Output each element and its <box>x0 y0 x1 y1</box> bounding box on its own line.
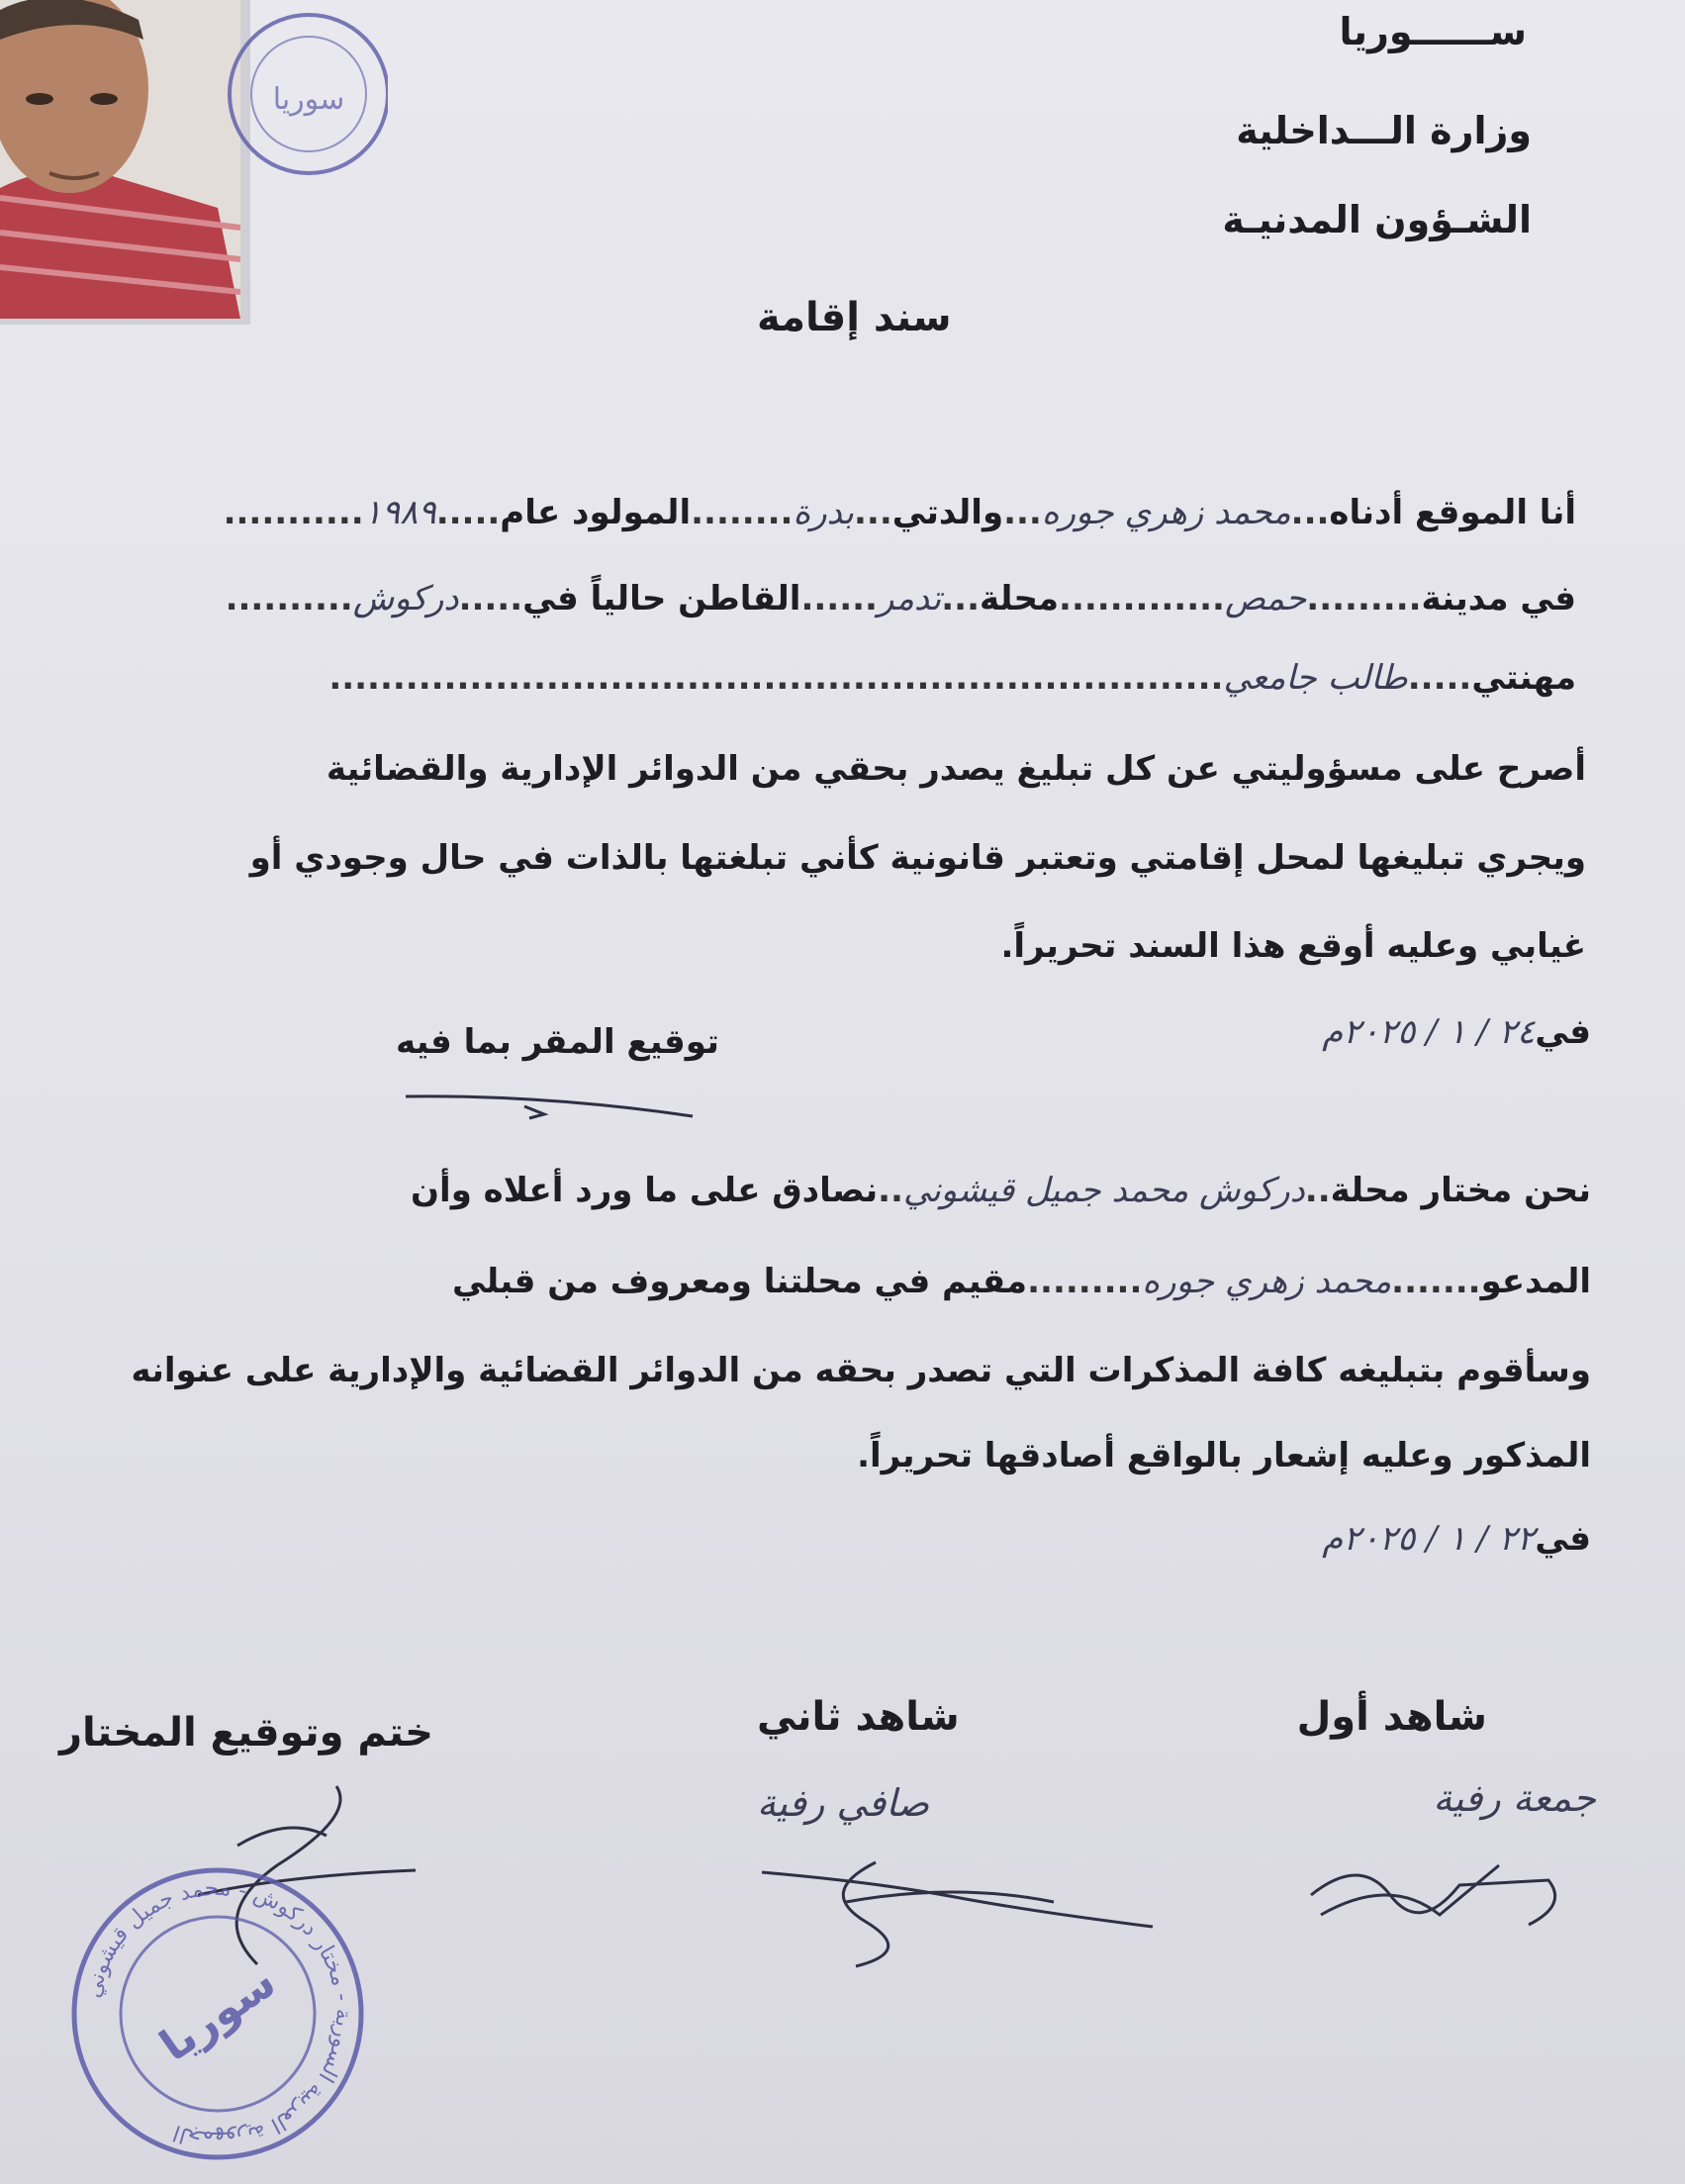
profession-label: مهنتي <box>1471 658 1576 698</box>
declaration-date-prefix: في <box>1535 1012 1591 1052</box>
profession-value: طالب جامعي <box>1223 658 1408 698</box>
declaration-date <box>1322 1012 1591 1052</box>
header-country: ســــــوريا <box>1339 10 1527 53</box>
mukhtar-date-prefix: في <box>1535 1519 1591 1559</box>
photo-stamp-text: سوريا <box>272 82 345 117</box>
city-label: في مدينة <box>1421 579 1576 618</box>
declaration-line1: أنا الموقع أدناه...محمد زهري جوره...والدتي...بدرة........المولود عام.....١٩٨٩........... <box>223 493 1576 532</box>
mukhtar-line3: وسأقوم بتبليغه كافة المذكرات التي تصدر بحقه من الدوائر القضائية والإدارية على عنوانه <box>131 1351 1591 1390</box>
mukhtar-person-name: محمد زهري جوره <box>1142 1262 1392 1301</box>
witness1-signature <box>1301 1836 1588 1945</box>
city-value: حمص <box>1224 579 1307 618</box>
declaration-paragraph-line2: ويجري تبليغها لمحل إقامتي وتعتبر قانونية كأني تبلغتها بالذات في حال وجودي أو <box>249 838 1586 878</box>
birth-year: ١٩٨٩ <box>363 493 436 532</box>
stamp-outer-text: الجمهورية العربية السورية - مختار دركوش - محمد جميل قيشوني <box>80 1875 356 2152</box>
mother-name: بدرة <box>793 493 854 532</box>
witness1-name: جمعة رفية <box>1433 1776 1596 1820</box>
document-title: سند إقامة <box>757 295 952 340</box>
header-department: الشـؤون المدنيـة <box>1222 198 1532 241</box>
residing-value: دركوش <box>352 579 459 618</box>
declaration-prefix: أنا الموقع أدناه <box>1329 493 1576 532</box>
witness2-name: صافي رفية <box>757 1781 930 1825</box>
photo-stamp <box>210 0 388 198</box>
declaration-line3: مهنتي.....طالب جامعي...................................................................... <box>328 658 1576 698</box>
mukhtar-line1-suffix: نصادق على ما ورد أعلاه وأن <box>411 1171 879 1210</box>
mukhtar-line1-prefix: نحن مختار محلة <box>1330 1171 1591 1210</box>
signer-label: توقيع المقر بما فيه <box>396 1022 719 1062</box>
witness2-signature <box>757 1843 1163 1971</box>
mother-label: والدتي <box>891 493 1004 532</box>
witness1-label: شاهد أول <box>1296 1694 1487 1740</box>
declarant-name: محمد زهري جوره <box>1041 493 1291 532</box>
district-value: تدمر <box>877 579 942 618</box>
declarant-signature <box>396 1077 712 1136</box>
residing-label: القاطن حالياً في <box>522 579 801 618</box>
mukhtar-date <box>1322 1519 1591 1559</box>
declaration-paragraph-line1: أصرح على مسؤوليتي عن كل تبليغ يصدر بحقي من الدوائر الإدارية والقضائية <box>326 749 1586 789</box>
district-label: محلة <box>979 579 1060 618</box>
mukhtar-signature-label: ختم وتوقيع المختار <box>59 1710 433 1756</box>
mukhtar-line2-prefix: المدعو <box>1480 1262 1591 1301</box>
declaration-paragraph-line3: غيابي وعليه أوقع هذا السند تحريراً. <box>1000 926 1586 966</box>
born-label: المولود عام <box>500 493 692 532</box>
mukhtar-date-value: ٢٢ / ١ / ٢٠٢٥م <box>1322 1519 1536 1559</box>
mukhtar-name: دركوش محمد جميل قيشوني <box>902 1171 1305 1210</box>
header-ministry: وزارة الـــداخلية <box>1236 109 1532 152</box>
mukhtar-line2-suffix: مقيم في محلتنا ومعروف من قبلي <box>452 1262 1028 1301</box>
mukhtar-line1: نحن مختار محلة..دركوش محمد جميل قيشوني..نصادق على ما ورد أعلاه وأن <box>411 1171 1591 1210</box>
portrait-image <box>0 0 240 319</box>
mukhtar-line2: المدعو.......محمد زهري جوره.........مقيم في محلتنا ومعروف من قبلي <box>452 1262 1591 1301</box>
witness2-label: شاهد ثاني <box>757 1694 960 1740</box>
declaration-date-value: ٢٤ / ١ / ٢٠٢٥م <box>1322 1012 1536 1052</box>
mukhtar-official-stamp <box>59 1855 376 2172</box>
stamp-center-text: سوريا <box>150 1956 285 2072</box>
declaration-line2: في مدينة.........حمص.............محلة...تدمر......القاطن حالياً في.....دركوش.......... <box>225 579 1576 618</box>
mukhtar-line4: المذكور وعليه إشعار بالواقع أصادقها تحريراً. <box>857 1436 1591 1475</box>
